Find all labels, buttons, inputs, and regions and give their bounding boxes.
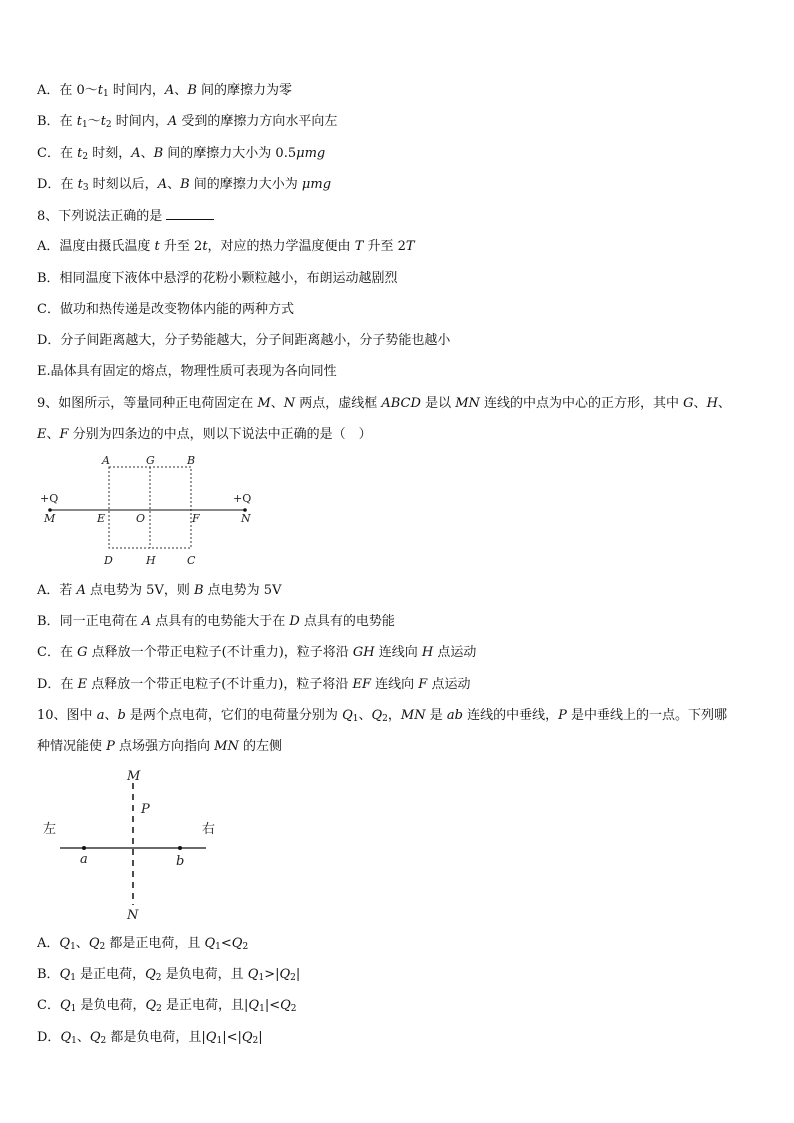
- label-a: A: [102, 454, 110, 467]
- q7-option-a: A．在 $0\sim t_1$ 时间内，A、B 间的摩擦力为零: [37, 83, 293, 99]
- q9-option-c: C．在 G 点释放一个带正电粒子(不计重力)，粒子将沿 GH 连线向 H 点运动: [37, 645, 477, 660]
- label-right: 右: [202, 822, 216, 837]
- q10-option-a: A．$Q_1$、$Q_2$ 都是正电荷，且 $Q_1<Q_2$: [37, 936, 249, 952]
- label-p: P: [141, 802, 150, 817]
- q10-stem-line2: 种情况能使 P 点场强方向指向 MN 的左侧: [37, 739, 282, 754]
- label-plus-q-right: +Q: [233, 492, 252, 505]
- label-b: B: [187, 454, 196, 467]
- q7-option-b: B．在 $t_1\sim t_2$ 时间内，A 受到的摩擦力方向水平向左: [37, 114, 338, 130]
- label-left: 左: [43, 822, 57, 837]
- q10-option-c: C．$Q_1$ 是负电荷，$Q_2$ 是正电荷，且$|Q_1|<Q_2$: [37, 998, 297, 1014]
- charge-a-dot: [82, 846, 86, 850]
- q8-option-d: D．分子间距离越大，分子势能越大，分子间距离越小，分子势能也越小: [37, 333, 451, 348]
- label-m: M: [44, 512, 56, 525]
- q8-option-c: C．做功和热传递是改变物体内能的两种方式: [37, 302, 294, 317]
- q9-stem-line2: E、F 分别为四条边的中点，则以下说法中正确的是（ ）: [37, 427, 372, 442]
- label-plus-q-left: +Q: [40, 492, 59, 505]
- label-e: E: [97, 512, 106, 525]
- q7-option-c: C．在 $t_2$ 时刻，A、B 间的摩擦力大小为 0.5μmg: [37, 146, 326, 162]
- label-f: F: [192, 512, 200, 525]
- charge-b-dot: [178, 846, 182, 850]
- q7-option-d: D．在 $t_3$ 时刻以后，A、B 间的摩擦力大小为 μmg: [37, 177, 332, 193]
- square-charge-diagram: [30, 450, 270, 575]
- label-o: O: [136, 512, 146, 525]
- perpendicular-bisector-diagram: [38, 765, 228, 925]
- q8-option-b: B．相同温度下液体中悬浮的花粉小颗粒越小，布朗运动越剧烈: [37, 271, 398, 286]
- label-g: G: [146, 454, 155, 467]
- q8-option-a: A．温度由摄氏温度 t 升至 2t，对应的热力学温度便由 T 升至 2T: [37, 239, 415, 254]
- label-d: D: [104, 554, 113, 567]
- q8-stem: 8、下列说法正确的是: [37, 208, 214, 225]
- label-m: M: [127, 769, 141, 784]
- q9-stem-line1: 9、如图所示，等量同种正电荷固定在 M、N 两点，虚线框 ABCD 是以 MN 连线的中点为中心的正方形，其中 G、H、: [37, 396, 731, 411]
- answer-blank: [166, 208, 214, 220]
- q9-option-a: A．若 A 点电势为 5V，则 B 点电势为 5V: [37, 583, 282, 598]
- q10-stem-line1: 10、图中 a、b 是两个点电荷，它们的电荷量分别为 $Q_1$、$Q_2$，MN 是 ab 连线的中垂线，P 是中垂线上的一点。下列哪: [37, 708, 727, 724]
- label-n: N: [127, 908, 139, 923]
- label-a: a: [80, 852, 88, 867]
- q9-option-d: D．在 E 点释放一个带正电粒子(不计重力)，粒子将沿 EF 连线向 F 点运动: [37, 677, 471, 692]
- label-h: H: [146, 554, 156, 567]
- q10-option-d: D．$Q_1$、$Q_2$ 都是负电荷，且$|Q_1|<|Q_2|$: [37, 1030, 263, 1046]
- label-c: C: [187, 554, 196, 567]
- q9-option-b: B．同一正电荷在 A 点具有的电势能大于在 D 点具有的电势能: [37, 614, 395, 629]
- label-n: N: [241, 512, 251, 525]
- label-b: b: [176, 854, 185, 869]
- q8-option-e: E.晶体具有固定的熔点，物理性质可表现为各向同性: [37, 364, 337, 379]
- q10-option-b: B．$Q_1$ 是正电荷，$Q_2$ 是负电荷，且 $Q_1>|Q_2|$: [37, 967, 301, 983]
